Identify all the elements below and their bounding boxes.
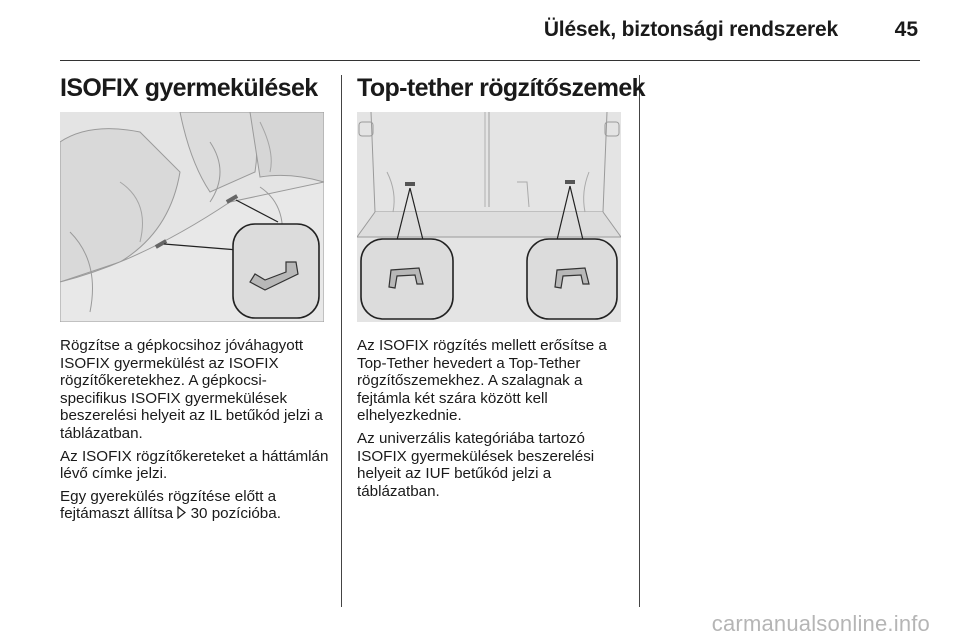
page-title: Ülések, biztonsági rendszerek [543,18,838,41]
column-divider-2 [639,75,640,607]
isofix-paragraph-1: Rögzítse a gépkocsihoz jóváhagyott ISOFIX gyermekülést az ISOFIX rögzítőkeretekhez. A gépkocsi-specifikus ISOFIX gyermekülések beszerelési helyeit az IL betűkód jelzi a táblázatban. [60,337,323,442]
isofix-paragraph-3 [60,488,332,524]
page-header [60,14,920,50]
top-tether-section [357,72,645,104]
top-tether-paragraph-1: Az ISOFIX rögzítés mellett erősítse a Top-Tether hevedert a Top-Tether rögzítőszemekhez. A szalagnak a fejtámla két szára között kell elhelyezkednie. [357,337,607,425]
isofix-body [60,337,332,529]
top-tether-heading: Top-tether rögzítőszemek [357,74,645,102]
page-number: 45 [894,18,918,41]
isofix-section [60,72,318,104]
top-tether-paragraph-2: Az univerzális kategóriába tartozó ISOFIX gyermekülések beszerelési helyeit az IUF betűkód jelzi a táblázatban. [357,429,595,500]
triangle-right-icon[interactable] [177,506,186,524]
top-tether-illustration [357,112,621,322]
isofix-paragraph-3-start: Egy gyerekülés rögzítése előtt a fejtámaszt állítsa [60,487,277,523]
isofix-seat-drawing [60,112,324,322]
watermark: carmanualsonline.info [711,611,930,636]
top-tether-drawing [357,112,621,322]
isofix-paragraph-3-end: 30 pozícióba. [190,505,281,523]
header-divider [60,60,920,61]
top-tether-body [357,337,632,505]
column-divider-1 [341,75,342,607]
isofix-illustration [60,112,324,322]
isofix-heading: ISOFIX gyermekülések [60,74,318,102]
isofix-paragraph-2: Az ISOFIX rögzítőkereteket a háttámlán lévő címke jelzi. [60,447,329,483]
